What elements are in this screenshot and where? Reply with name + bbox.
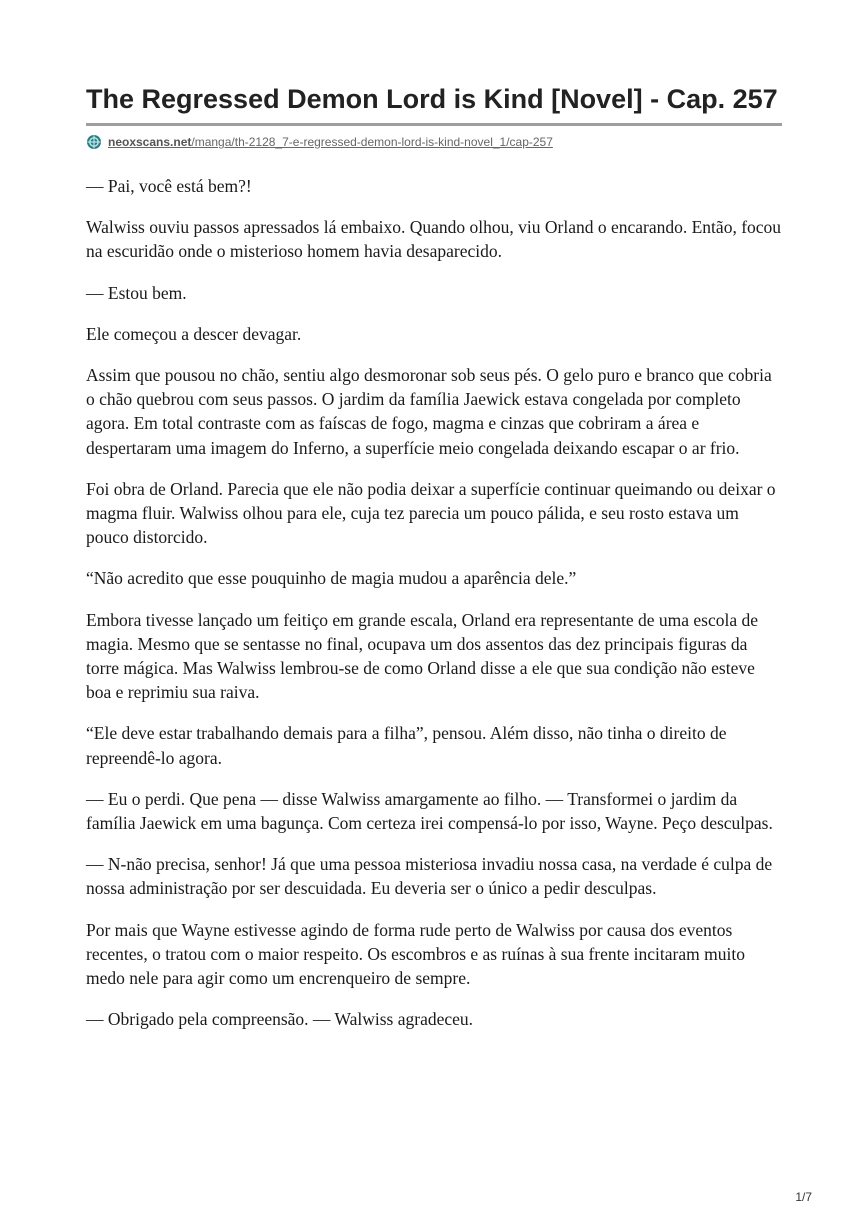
source-path: /manga/th-2128_7-e-regressed-demon-lord-is-kind-novel_1/cap-257: [191, 135, 553, 149]
paragraph: “Ele deve estar trabalhando demais para a filha”, pensou. Além disso, não tinha o direito de repreendê-lo agora.: [86, 723, 727, 768]
paragraph: Ele começou a descer devagar.: [86, 323, 302, 344]
paragraph: “Não acredito que esse pouquinho de magia mudou a aparência dele.”: [86, 568, 577, 589]
paragraph: Foi obra de Orland. Parecia que ele não podia deixar a superfície continuar queimando ou deixar o magma fluir. Walwiss olhou para ele, cuja tez parecia um pouco pálida, e seu rosto estava um pouco distorcido.: [86, 478, 776, 548]
paragraph: Assim que pousou no chão, sentiu algo desmoronar sob seus pés. O gelo puro e branco que cobria o chão quebrou com seus passos. O jardim da família Jaewick estava congelada por completo agora. Em total contraste com as faíscas de fogo, magma e cinzas que cobriram a área e despertaram uma imagem do Inferno, a superfície meio congelada deixando escapar o ar frio.: [86, 365, 772, 458]
paragraph: Embora tivesse lançado um feitiço em grande escala, Orland era representante de uma escola de magia. Mesmo que se sentasse no final, ocupava um dos assentos das dez principais figuras da torre mágica. Mas Walwiss lembrou-se de como Orland disse a ele que sua condição não esteve boa e reprimiu sua raiva.: [86, 609, 758, 703]
chapter-content: [86, 174, 782, 1031]
document-page: [86, 0, 782, 1048]
paragraph: — Eu o perdi. Que pena — disse Walwiss amargamente ao filho. — Transformei o jardim da família Jaewick em uma bagunça. Com certeza irei compensá-lo por isso, Wayne. Peço desculpas.: [86, 788, 773, 834]
paragraph: — Obrigado pela compreensão. — Walwiss agradeceu.: [86, 1009, 474, 1030]
paragraph: Por mais que Wayne estivesse agindo de forma rude perto de Walwiss por causa dos eventos recentes, o tratou com o maior respeito. Os escombros e as ruínas à sua frente incitaram muito medo nele para agir como um encrenqueiro de sempre.: [86, 919, 745, 989]
source-url-link[interactable]: [108, 135, 553, 149]
source-domain: neoxscans.net: [108, 135, 192, 149]
paragraph: Walwiss ouviu passos apressados lá embaixo. Quando olhou, viu Orland o encarando. Então, focou na escuridão onde o misterioso homem havia desaparecido.: [86, 217, 782, 262]
source-line: [86, 132, 782, 152]
site-globe-icon: [86, 134, 102, 150]
paragraph: — Estou bem.: [86, 282, 187, 303]
paragraph: — Pai, você está bem?!: [86, 176, 252, 196]
title-divider: [86, 123, 782, 126]
page-number: 1/7: [795, 1190, 812, 1204]
page-title: The Regressed Demon Lord is Kind [Novel] - Cap. 257: [86, 84, 778, 114]
paragraph: — N-não precisa, senhor! Já que uma pessoa misteriosa invadiu nossa casa, na verdade é culpa de nossa administração por ser descuidada. Eu deveria ser o único a pedir desculpas.: [86, 854, 773, 899]
